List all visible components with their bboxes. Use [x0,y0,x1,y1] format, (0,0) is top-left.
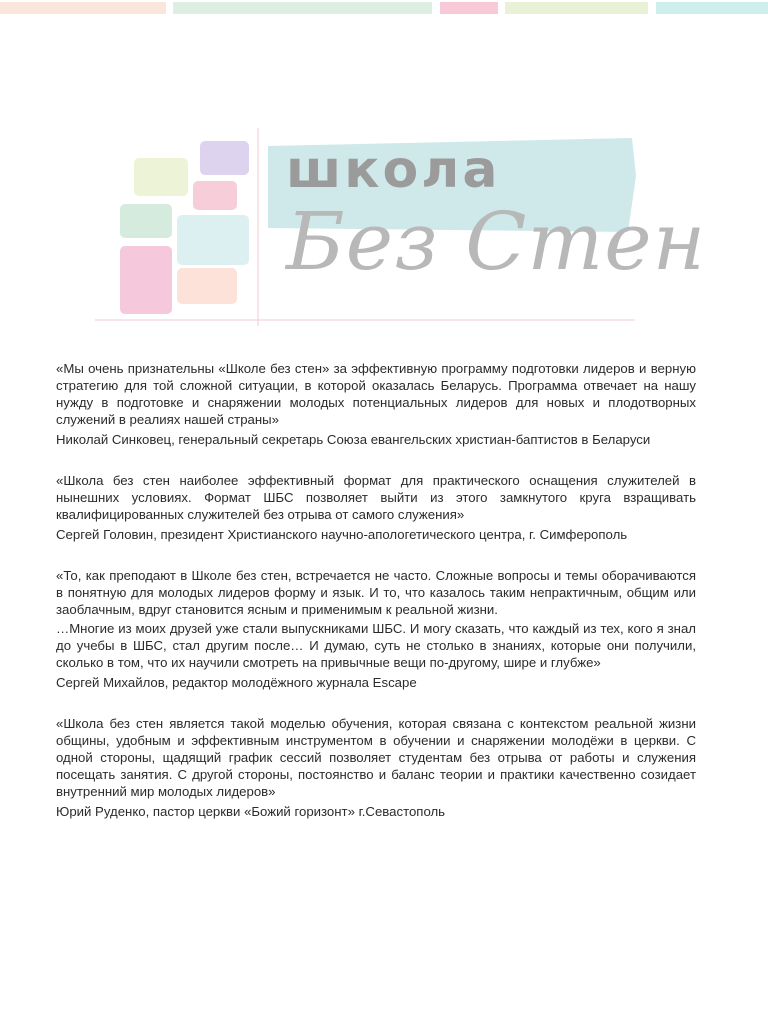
testimonial-text: «То, как преподают в Школе без стен, встречается не часто. Сложные вопросы и темы оборачиваются в понятную для молодых лидеров форму и язык. И то, что казалось таким непрактичным, общим или заоблачным, вдруг становится ясным и применимым к реальной жизни. [56,568,696,617]
logo-block [177,268,237,304]
testimonials [56,360,696,844]
logo-block [120,246,172,314]
testimonial [56,472,696,543]
logo-title-without-walls: Без Стен [286,195,707,288]
logo-block [177,215,249,265]
testimonial-author: Сергей Головин, президент Христианского научно-апологетического центра, г. Симферополь [56,527,628,542]
testimonial-text: «Мы очень признательны «Школе без стен» за эффективную программу подготовки лидеров и верную стратегию для той сложной ситуации, в которой оказалась Беларусь. Программа отвечает на нашу нужду в подготовке и снаряжении молодых потенциальных лидеров для новых и плодотворных служений в реалиях нашей страны» [56,361,696,427]
logo-block [134,158,188,196]
testimonial-text: «Школа без стен является такой моделью обучения, которая связана с контекстом реальной жизни общины, удобным и эффективным инструментом в обучении и снаряжении молодёжи в церкви. С одной стороны, щадящий график сессий позволяет студентам без отрыва от работы и служения посещать занятия. С другой стороны, постоянство и баланс теории и практики качественно созидает внутренний мир молодых лидеров» [56,716,696,799]
testimonial-text: …Многие из моих друзей уже стали выпускниками ШБС. И могу сказать, что каждый из тех, кого я знал до учебы в ШБС, стал другим после… И думаю, суть не столько в знаниях, которые они получили, сколько в том, что их научили смотреть на привычные вещи по-другому, шире и глубже» [56,621,696,670]
testimonial-author: Николай Синковец, генеральный секретарь Союза евангельских христиан-баптистов в Беларуси [56,432,651,447]
school-logo [0,0,768,340]
logo-block [200,141,249,175]
logo-block [120,204,172,238]
testimonial-text: «Школа без стен наиболее эффективный формат для практического оснащения служителей в нынешних условиях. Формат ШБС позволяет выйти из этого замкнутого круга взращивать квалифицированных служителей без отрыва от самого служения» [56,473,696,522]
testimonial-author: Юрий Руденко, пастор церкви «Божий горизонт» г.Севастополь [56,804,446,819]
logo-title-school: школа [286,140,501,200]
testimonial [56,567,696,691]
testimonial-author: Сергей Михайлов, редактор молодёжного журнала Escape [56,675,417,690]
testimonial [56,360,696,448]
logo-block [193,181,237,210]
testimonial [56,715,696,820]
